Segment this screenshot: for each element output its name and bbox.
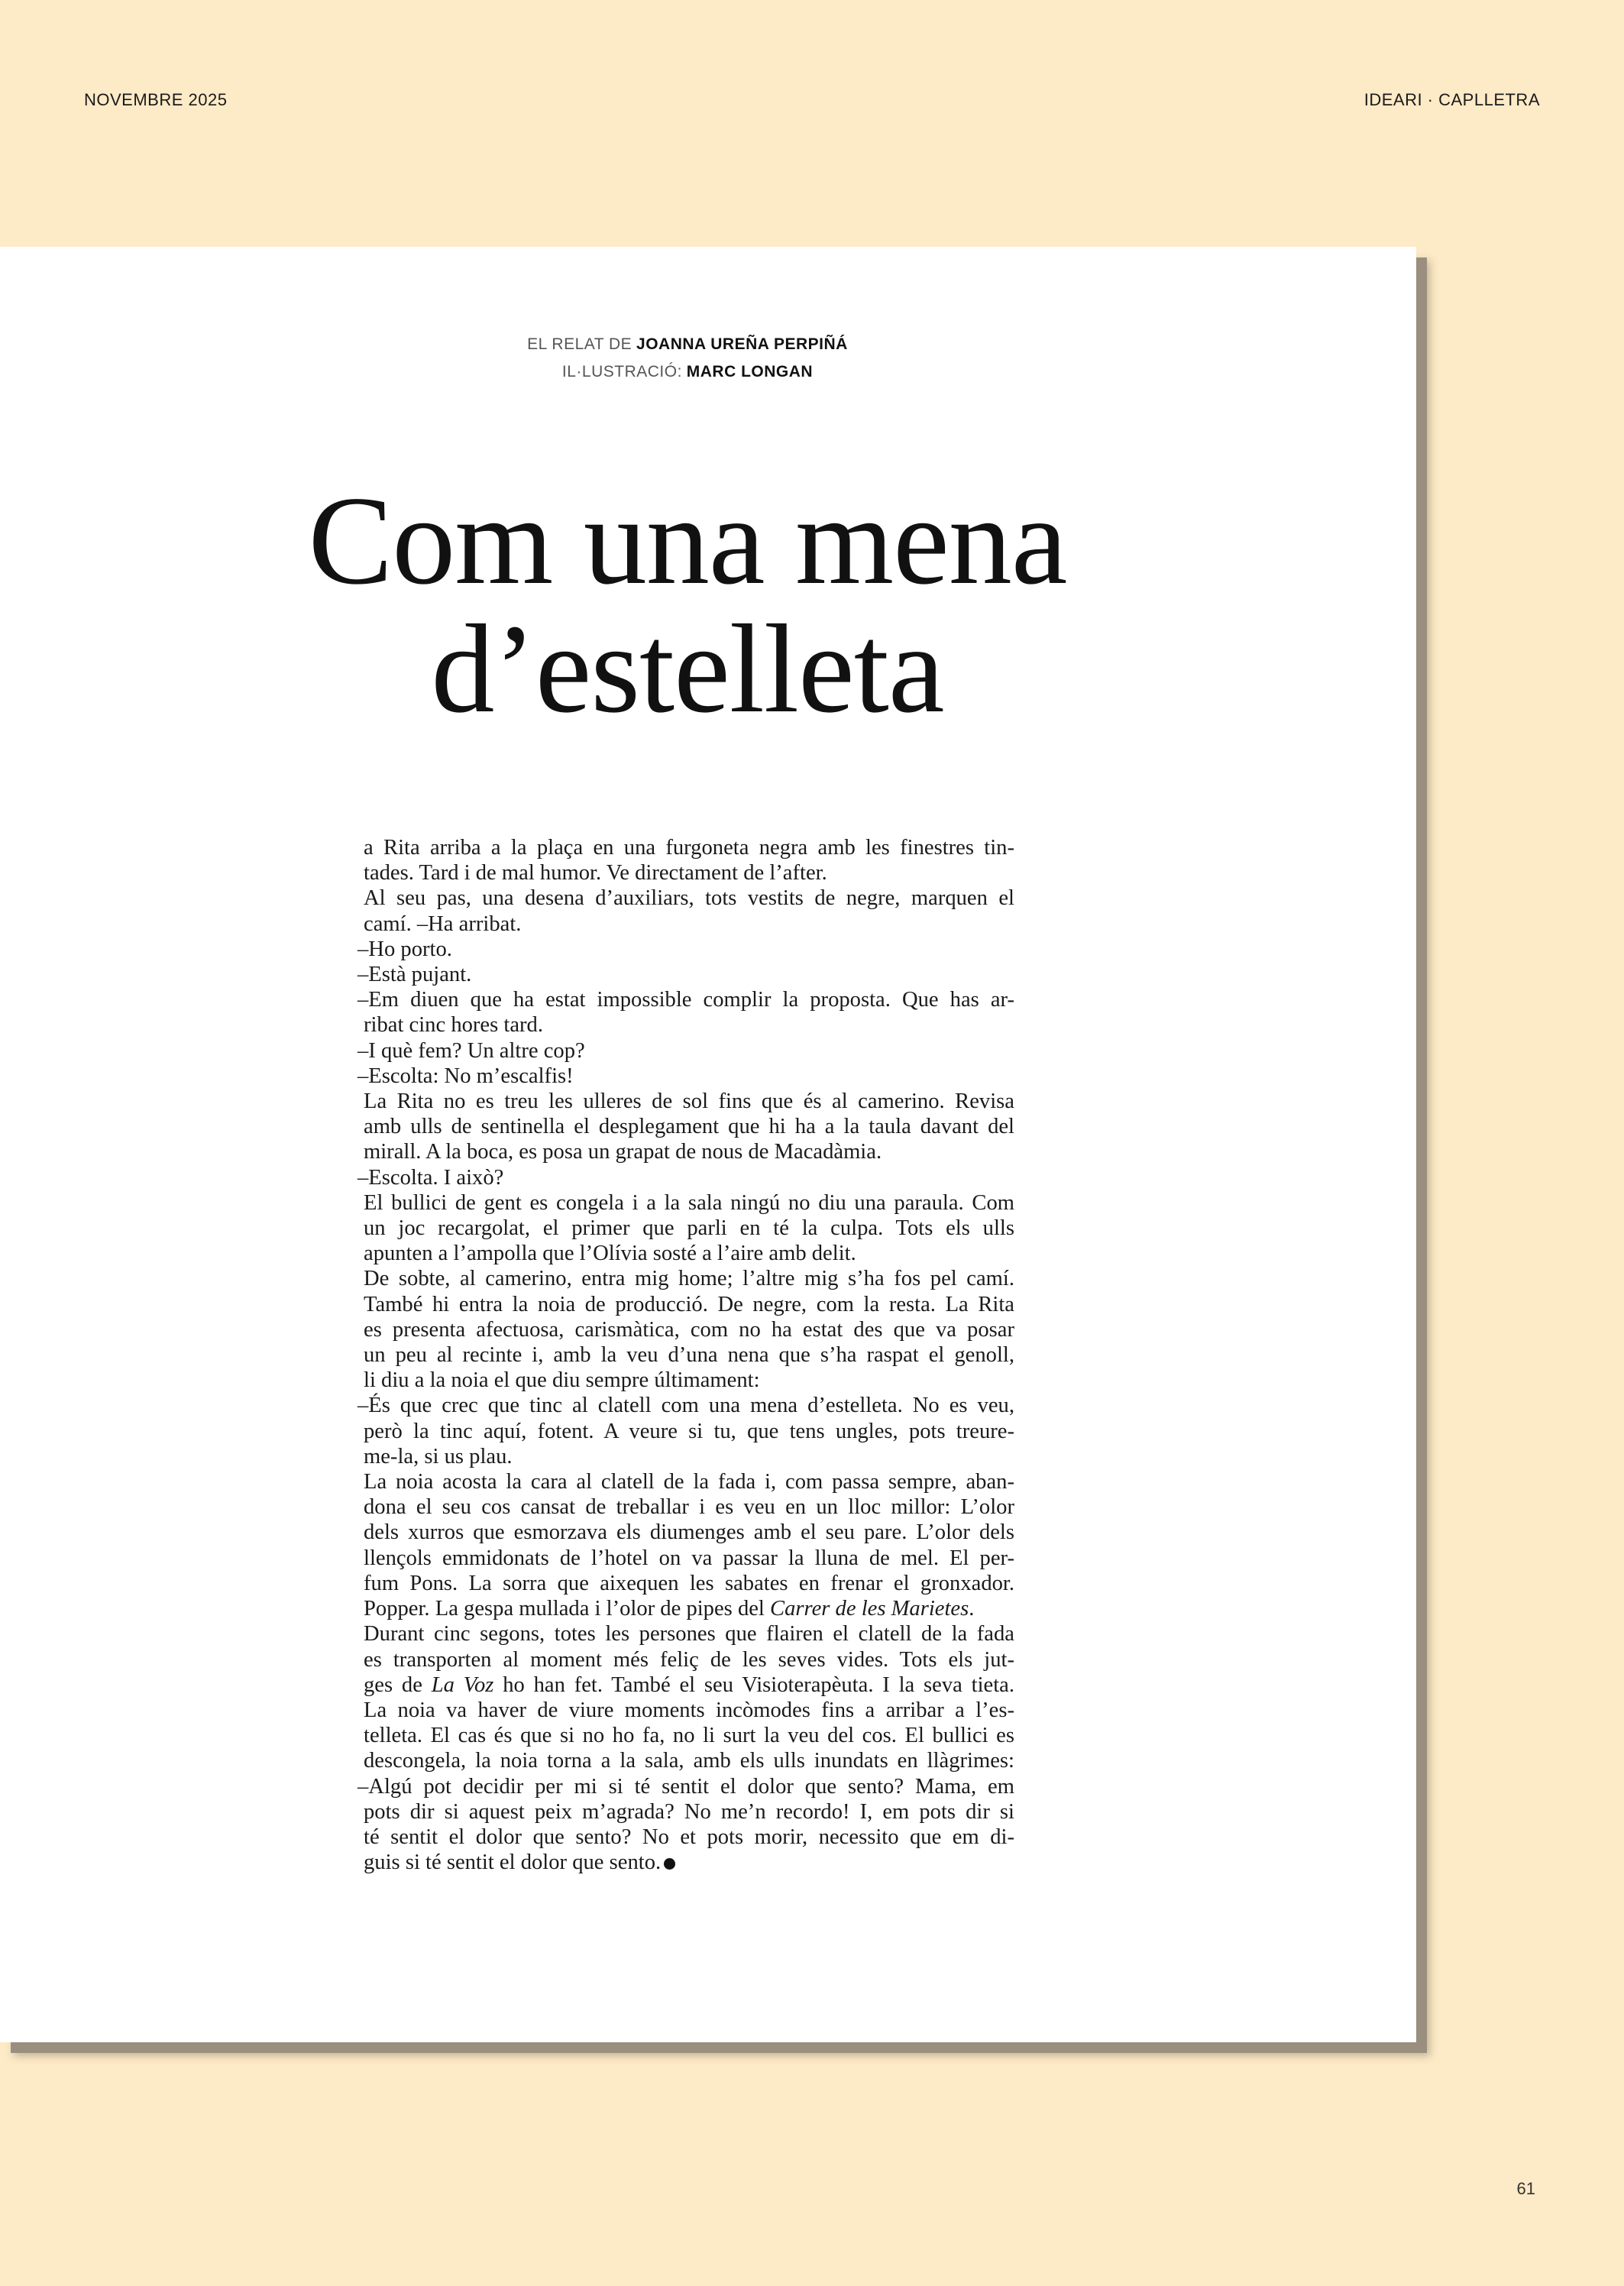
body-line-text: amb ulls de sentinella el desplegament que hi ha a la taula davant del bbox=[364, 1115, 1014, 1139]
body-line-text: guis si té sentit el dolor que sento. bbox=[364, 1850, 662, 1875]
body-line-text: un peu al recinte i, amb la veu d’una nena que s’ha raspat el genoll, bbox=[364, 1343, 1014, 1368]
body-line bbox=[357, 1774, 1014, 1799]
body-line-text: La Rita no es treu les ulleres de sol fins que és al camerino. Revisa bbox=[364, 1090, 1014, 1114]
body-line-text: –I què fem? Un altre cop? bbox=[357, 1038, 585, 1063]
body-line-text: –Escolta: No m’escalfis! bbox=[357, 1064, 574, 1088]
body-line bbox=[357, 937, 1014, 962]
body-line bbox=[364, 911, 1014, 937]
body-line bbox=[364, 835, 1014, 860]
italic-title: Carrer de les Marietes bbox=[770, 1597, 969, 1621]
body-line-text: es presenta afectuosa, carismàtica, com no ha estat des que va posar bbox=[364, 1317, 1014, 1342]
article-headline bbox=[0, 470, 1375, 739]
illustrator-name: MARC LONGAN bbox=[686, 363, 814, 380]
body-line bbox=[357, 1064, 1014, 1089]
body-line bbox=[364, 1190, 1014, 1216]
body-line-text: –Escolta. I això? bbox=[357, 1165, 504, 1190]
body-line bbox=[364, 1139, 1014, 1164]
body-line-text: Al seu pas, una desena d’auxiliars, tots vestits de negre, marquen el bbox=[364, 886, 1014, 911]
body-line bbox=[364, 1647, 1014, 1672]
body-line bbox=[364, 886, 1014, 911]
body-line-text: –Algú pot decidir per mi si té sentit el dolor que sento? Mama, em bbox=[357, 1774, 1014, 1799]
body-line bbox=[364, 1292, 1014, 1317]
running-header-date: NOVEMBRE 2025 bbox=[84, 90, 228, 109]
body-line bbox=[364, 1114, 1014, 1139]
article-page bbox=[0, 247, 1416, 2042]
body-line bbox=[364, 1241, 1014, 1266]
body-line bbox=[357, 1038, 1014, 1064]
headline-line-2: d’estelleta bbox=[431, 598, 944, 739]
running-header-section: IDEARI · CAPLLETRA bbox=[1364, 90, 1540, 109]
body-line-text: camí. –Ha arribat. bbox=[364, 911, 522, 936]
body-line-text: pots dir si aquest peix m’agrada? No me’n recordo! I, em pots dir si bbox=[364, 1799, 1014, 1824]
body-line bbox=[364, 1698, 1014, 1723]
body-line bbox=[364, 1571, 1014, 1596]
body-line bbox=[364, 1748, 1014, 1773]
body-line bbox=[364, 1368, 1014, 1393]
body-line bbox=[364, 1799, 1014, 1825]
body-line bbox=[357, 1393, 1014, 1418]
body-line bbox=[364, 1825, 1014, 1850]
page-number: 61 bbox=[1516, 2179, 1535, 2198]
body-line-text: ribat cinc hores tard. bbox=[364, 1013, 544, 1038]
author-label: EL RELAT DE bbox=[527, 335, 632, 353]
body-line bbox=[364, 1266, 1014, 1291]
body-line-text: dels xurros que esmorzava els diumenges amb el seu pare. L’olor dels bbox=[364, 1520, 1014, 1545]
body-line bbox=[357, 1165, 1014, 1190]
body-line-text: a Rita arriba a la plaça en una furgoneta negra amb les finestres tin- bbox=[364, 836, 1014, 860]
body-line-text: té sentit el dolor que sento? No et pots morir, necessito que em di- bbox=[364, 1825, 1014, 1849]
body-line bbox=[357, 987, 1014, 1012]
body-line-text: me-la, si us plau. bbox=[364, 1444, 513, 1468]
body-line-text: telleta. El cas és que si no ho fa, no li surt la veu del cos. El bullici es bbox=[364, 1724, 1014, 1748]
end-of-article-mark bbox=[664, 1858, 675, 1870]
body-line bbox=[364, 1089, 1014, 1114]
body-line-text: Durant cinc segons, totes les persones que flairen el clatell de la fada bbox=[364, 1622, 1014, 1647]
body-line-text: –Em diuen que ha estat impossible complir la proposta. Que has ar- bbox=[357, 988, 1014, 1012]
body-line-text: llençols emmidonats de l’hotel on va passar la lluna de mel. El per- bbox=[364, 1546, 1014, 1570]
body-line-text: es transporten al moment més feliç de les seves vides. Tots els jut- bbox=[364, 1647, 1014, 1672]
author-name: JOANNA UREÑA PERPIÑÁ bbox=[636, 335, 848, 353]
body-line-text: De sobte, al camerino, entra mig home; l’altre mig s’ha fos pel camí. bbox=[364, 1267, 1014, 1291]
body-line-text: –És que crec que tinc al clatell com una mena d’estelleta. No es veu, bbox=[357, 1394, 1014, 1418]
body-line-text: però la tinc aquí, fotent. A veure si tu, que tens ungles, pots treure- bbox=[364, 1419, 1014, 1443]
body-line-text: dona el seu cos cansat de treballar i es veu en un lloc millor: L’olor bbox=[364, 1495, 1014, 1520]
body-line-text: També hi entra la noia de producció. De negre, com la resta. La Rita bbox=[364, 1292, 1014, 1316]
body-line bbox=[364, 860, 1014, 886]
body-line-text: –Ho porto. bbox=[357, 937, 452, 961]
body-line-text: mirall. A la boca, es posa un grapat de nous de Macadàmia. bbox=[364, 1140, 882, 1164]
article-body bbox=[357, 835, 1014, 1875]
body-line-text: –Està pujant. bbox=[357, 963, 472, 987]
body-line: ges de La Voz ho han fet. També el seu Visioterapèuta. I la seva tieta. bbox=[364, 1672, 1014, 1697]
illustrator-credit bbox=[0, 358, 1375, 386]
body-line bbox=[364, 1520, 1014, 1545]
body-line-text: La noia acosta la cara al clatell de la fada i, com passa sempre, aban- bbox=[364, 1470, 1014, 1494]
body-line bbox=[364, 1216, 1014, 1241]
body-line-text: fum Pons. La sorra que aixequen les sabates en frenar el gronxador. bbox=[364, 1571, 1014, 1595]
author-credit bbox=[0, 331, 1375, 358]
body-line bbox=[364, 1317, 1014, 1342]
body-line bbox=[364, 1419, 1014, 1444]
body-line bbox=[364, 1621, 1014, 1647]
body-line bbox=[364, 1850, 1014, 1875]
body-line-text: descongela, la noia torna a la sala, amb els ulls inundats en llàgrimes: bbox=[364, 1749, 1014, 1773]
body-line-text: tades. Tard i de mal humor. Ve directament de l’after. bbox=[364, 861, 827, 886]
body-line bbox=[364, 1723, 1014, 1748]
body-line bbox=[364, 1494, 1014, 1520]
body-line: Popper. La gespa mullada i l’olor de pipes del Carrer de les Marietes. bbox=[364, 1597, 975, 1621]
body-line bbox=[364, 1469, 1014, 1494]
body-line bbox=[364, 1444, 1014, 1469]
italic-title: La Voz bbox=[431, 1672, 494, 1697]
body-line bbox=[364, 1546, 1014, 1571]
body-line-text: un joc recargolat, el primer que parli en té la culpa. Tots els ulls bbox=[364, 1216, 1014, 1241]
body-line bbox=[364, 1342, 1014, 1368]
body-line-text: li diu a la noia el que diu sempre últimament: bbox=[364, 1368, 760, 1393]
illustration-label: IL·LUSTRACIÓ: bbox=[561, 363, 682, 380]
body-line-text: La noia va haver de viure moments incòmodes fins a arribar a l’es- bbox=[364, 1698, 1014, 1722]
body-line bbox=[357, 962, 1014, 987]
body-line-text: El bullici de gent es congela i a la sala ningú no diu una paraula. Com bbox=[364, 1190, 1014, 1215]
article-credits bbox=[0, 331, 1375, 386]
body-line bbox=[364, 1012, 1014, 1038]
headline-line-1: Com una mena bbox=[308, 470, 1067, 610]
body-line-text: apunten a l’ampolla que l’Olívia sosté a l’aire amb delit. bbox=[364, 1242, 856, 1266]
